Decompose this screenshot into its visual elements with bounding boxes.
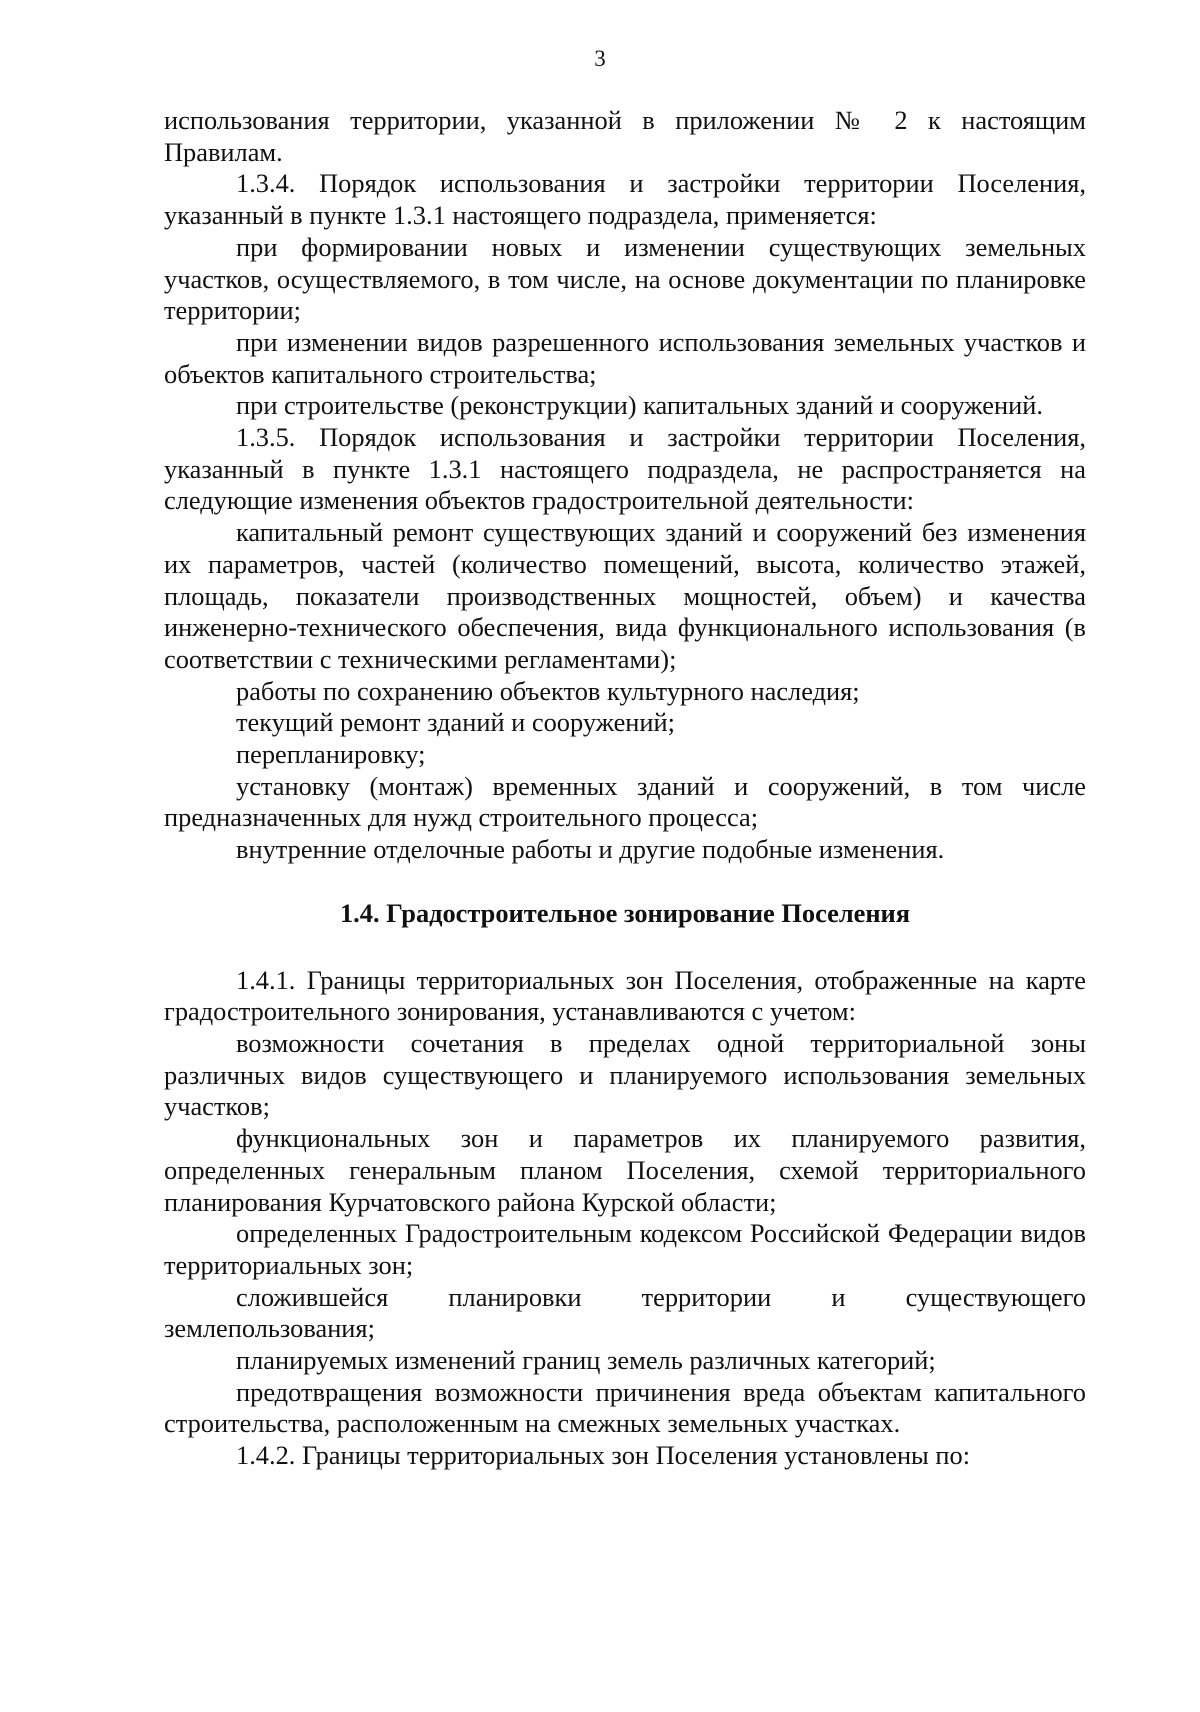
- list-item-1-3-4-a: при формировании новых и изменении существующих земельных участков, осуществляемого, в том числе, на основе документации по планировке территории;: [164, 231, 1086, 326]
- list-item-1-3-5-a: капитальный ремонт существующих зданий и сооружений без изменения их параметров, частей (количество помещений, высота, количество этажей, площадь, показатели производственных мощностей, объем) и качества инженерно-технического обеспечения, вида функционального использования (в соответствии с техническими регламентами);: [164, 517, 1086, 674]
- list-item-1-4-1-b: функциональных зон и параметров их планируемого развития, определенных генеральным планом Поселения, схемой территориального планирования Курчатовского района Курской области;: [164, 1123, 1086, 1217]
- list-item-1-3-4-b: при изменении видов разрешенного использования земельных участков и объектов капитального строительства;: [164, 326, 1086, 389]
- paragraph-1-4-1: 1.4.1. Границы территориальных зон Поселения, отображенные на карте градостроительного зонирования, устанавливаются с учетом:: [164, 964, 1086, 1027]
- list-item-1-3-5-c: текущий ремонт зданий и сооружений;: [236, 707, 675, 738]
- list-item-1-3-5-d: перепланировку;: [236, 739, 426, 770]
- list-item-1-3-5-f: внутренние отделочные работы и другие подобные изменения.: [236, 834, 945, 865]
- section-heading-1-4: 1.4. Градостроительное зонирование Поселения: [339, 897, 911, 928]
- list-item-1-3-5-b: работы по сохранению объектов культурного наследия;: [236, 675, 860, 706]
- list-item-1-4-1-d: сложившейся планировки территории и существующего землепользования;: [164, 1281, 1086, 1344]
- list-item-1-3-5-e: установку (монтаж) временных зданий и сооружений, в том числе предназначенных для нужд строительного процесса;: [164, 770, 1086, 833]
- list-item-1-4-1-f: предотвращения возможности причинения вреда объектам капитального строительства, расположенным на смежных земельных участках.: [164, 1376, 1086, 1439]
- document-body: [164, 105, 1086, 1472]
- list-item-1-4-1-c: определенных Градостроительным кодексом Российской Федерации видов территориальных зон;: [164, 1218, 1086, 1280]
- page-number: 3: [594, 46, 606, 71]
- paragraph-continuation: использования территории, указанной в приложении № 2 к настоящим Правилам.: [164, 105, 1086, 167]
- paragraph-1-3-4: 1.3.4. Порядок использования и застройки территории Поселения, указанный в пункте 1.3.1 настоящего подраздела, применяется:: [164, 168, 1086, 231]
- paragraph-1-4-2: 1.4.2. Границы территориальных зон Поселения установлены по:: [236, 1440, 971, 1471]
- paragraph-1-3-5: 1.3.5. Порядок использования и застройки территории Поселения, указанный в пункте 1.3.1 настоящего подраздела, не распространяется на следующие изменения объектов градостроительной деятельности:: [164, 422, 1086, 516]
- list-item-1-4-1-a: возможности сочетания в пределах одной территориальной зоны различных видов существующего и планируемого использования земельных участков;: [164, 1027, 1086, 1122]
- list-item-1-4-1-e: планируемых изменений границ земель различных категорий;: [236, 1345, 936, 1376]
- list-item-1-3-4-c: при строительстве (реконструкции) капитальных зданий и сооружений.: [236, 390, 1043, 421]
